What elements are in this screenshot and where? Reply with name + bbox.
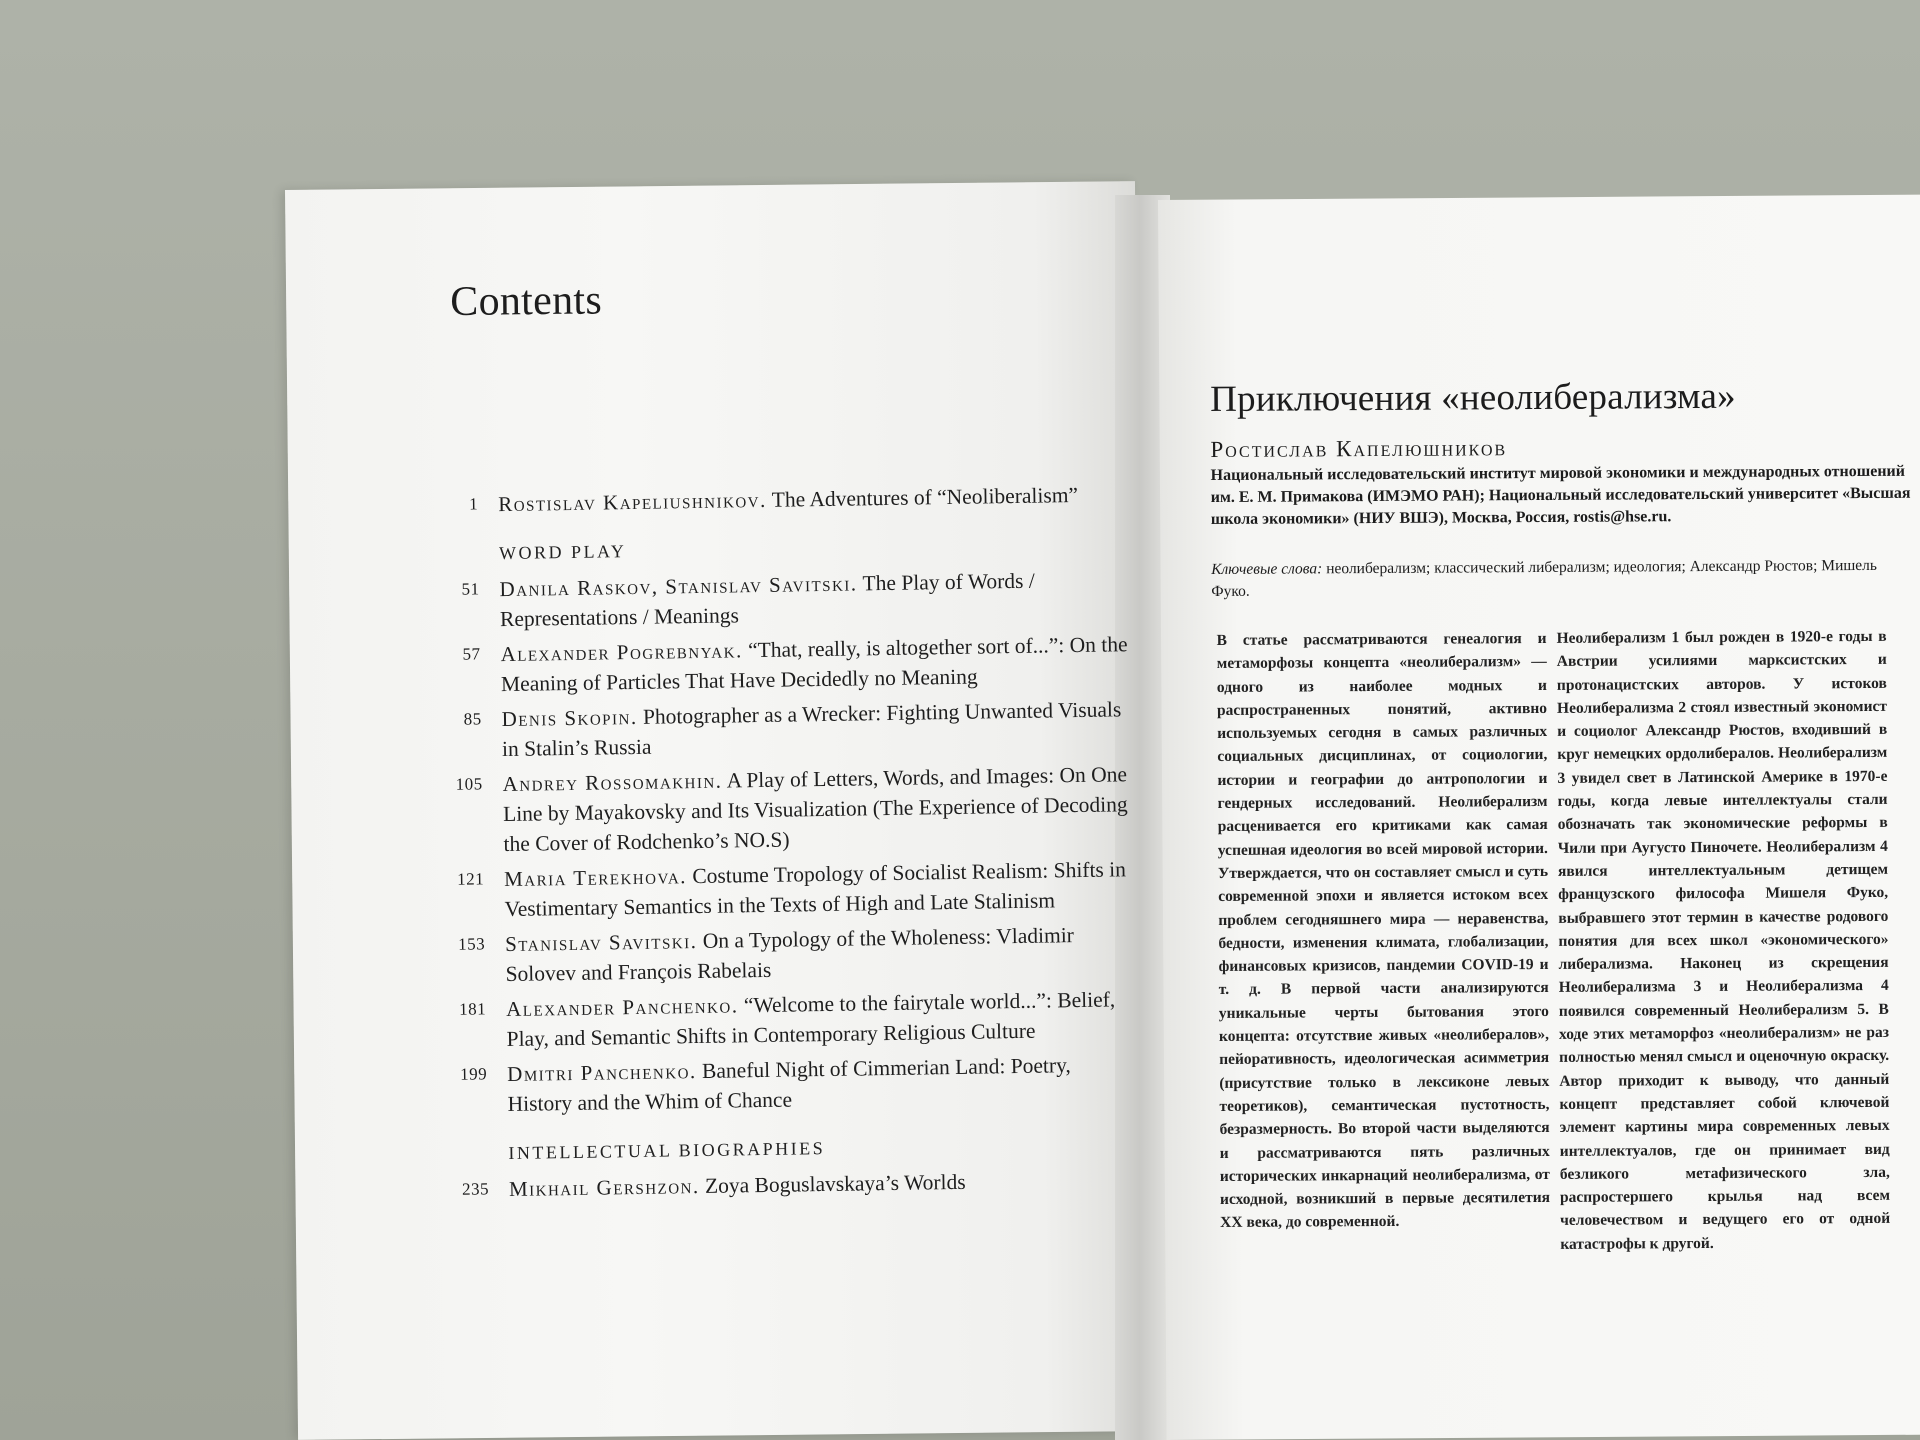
page-number: 153	[457, 934, 486, 954]
toc-entry	[447, 919, 1138, 990]
contents-heading: Contents	[450, 277, 603, 325]
article-author: Ростислав Капелюшников	[1210, 435, 1508, 462]
entry-author: Mikhail Gershzon.	[508, 1174, 700, 1202]
toc-entry	[449, 1049, 1140, 1120]
entry-author: Andrey Rossomakhin.	[502, 768, 723, 797]
page-number: 105	[455, 774, 483, 794]
entry-author: Maria Terekhova.	[503, 864, 688, 892]
entry-title: “Welcome to the fairytale world...”: Belief, Play, and Semantic Shifts in Contemporary Religious Culture	[506, 987, 1116, 1052]
entry-title: Costume Tropology of Socialist Realism: Shifts in Vestimentary Semantics in the Texts of High and Late Stalinism	[504, 857, 1127, 922]
entry-author: Alexander Pogrebnyak.	[500, 638, 743, 667]
page-number: 121	[456, 869, 485, 889]
entry-title: The Play of Words / Representations / Meanings	[499, 568, 1035, 632]
entry-title: On a Typology of the Wholeness: Vladimir Solovev and François Rabelais	[505, 923, 1075, 987]
entry-title: Photographer as a Wrecker: Fighting Unwanted Visuals in Stalin’s Russia	[501, 697, 1122, 762]
abstract	[1212, 625, 1916, 1349]
page-number: 199	[460, 1064, 488, 1084]
toc-entry	[444, 759, 1135, 860]
page-number: 51	[461, 579, 480, 599]
entry-author: Stanislav Savitski.	[504, 929, 698, 957]
toc-entry	[443, 694, 1134, 765]
toc-entry	[441, 564, 1132, 635]
keywords-label: Ключевые слова:	[1211, 560, 1323, 578]
entry-title: A Play of Letters, Words, and Images: On One Line by Mayakovsky and Its Visualization (The Experience of Decoding the Cover of Rodchenko’s NO.S)	[502, 762, 1128, 857]
abstract-column-1: В статье рассматриваются генеалогия и метаморфозы концепта «неолиберализм» — одного из наиболее модных и распространенных понятий, активно используемых сегодня в самых различных социальных дисциплинах, от социологии, истории и географии до антропологии и гендерных исследований. Неолиберализм расценивается его критиками как самая успешная идеология во всей мировой истории. Утверждается, что он составляет смысл и суть современной эпохи и является истоком всех проблем сегодняшнего мира — неравенства, бедности, изменения климата, глобализации, финансовых кризисов, пандемии COVID-19 и т. д. В первой части анализируются уникальные черты бытования этого концепта: отсутствие живых «неолибералов», пейоративность, идеологическая асимметрия (присутствие только в лексиконе левых теоретиков), семантическая пустотность, безразмерность. Во второй части выделяются и рассматриваются пять различных исторических инкарнаций неолиберализма, от исходной, возникший в первые десятилетия XX века, до современной.	[1216, 629, 1551, 1232]
toc-section-heading: INTELLECTUAL BIOGRAPHIES	[508, 1138, 826, 1164]
keywords	[1211, 555, 1911, 603]
article	[1210, 374, 1916, 1349]
page-number: 85	[463, 709, 482, 729]
toc-entry	[451, 1164, 1141, 1205]
entry-title: “That, really, is altogether sort of...”: On the Meaning of Particles That Have Decidedly no Meaning	[500, 632, 1128, 697]
entry-title: Baneful Night of Cimmerian Land: Poetry, History and the Whim of Chance	[507, 1053, 1072, 1117]
toc-section-heading: WORD PLAY	[498, 541, 627, 564]
article-title: Приключения «неолиберализма»	[1210, 375, 1736, 420]
page-number: 181	[459, 999, 487, 1019]
entry-title: Zoya Boguslavskaya’s Worlds	[699, 1169, 966, 1199]
entry-author: Rostislav Kapeliushnikov.	[498, 487, 767, 517]
page-number: 235	[461, 1179, 490, 1199]
entry-author: Danila Raskov, Stanislav Savitski.	[499, 571, 858, 602]
toc-entry	[446, 854, 1137, 925]
entry-author: Alexander Panchenko.	[505, 993, 739, 1022]
abstract-column-2: Неолиберализм 1 был рожден в 1920-е годы в Австрии усилиями марксистских и протонацистских авторов. У истоков Неолиберализма 2 стоял известный экономист и социолог Александр Рюстов, входивший в круг немецких ордолибералов. Неолиберализм 3 увидел свет в Латинской Америке в 1970-е годы, когда левые интеллектуалы стали обозначать так экономические реформы в Чили при Аугусто Пиночете. Неолиберализм 4 явился интеллектуальным детищем французского философа Мишеля Фуко, выбравшего этот термин в качестве родового понятия для всех школ «экономического» либерализма. Наконец из скрещения Неолиберализма 3 и Неолиберализма 4 появился современный Неолиберализм 5. В ходе этих метаморфоз «неолиберализм» не раз полностью менял смысл и оценочную окраску. Автор приходит к выводу, что данный концепт представляет собой ключевой элемент картины мира современных левых интеллектуалов, где он принимает вид безликого метафизического зла, распростершего крылья над всем человечеством и ведущего его от одной катастрофы к другой.	[1556, 627, 1891, 1253]
entry-author: Denis Skopin.	[501, 704, 638, 732]
page-number: 1	[469, 494, 479, 514]
keywords-list: неолиберализм; классический либерализм; идеология; Александр Рюстов; Мишель Фуко.	[1211, 556, 1878, 600]
toc-entry	[448, 984, 1139, 1055]
toc-entry	[442, 629, 1133, 700]
entry-author: Dmitri Panchenko.	[506, 1059, 697, 1087]
author-affiliation: Национальный исследовательский институт мировой экономики и международных отношений им. Е. М. Примакова (ИМЭМО РАН); Национальный исследовательский университет «Высшая школа экономики» (НИУ ВШЭ), Москва, Россия, rostis@hse.ru.	[1210, 462, 1911, 528]
page-number: 57	[462, 644, 481, 664]
entry-title: The Adventures of “Neoliberalism”	[766, 482, 1079, 512]
table-of-contents	[440, 479, 1141, 1210]
